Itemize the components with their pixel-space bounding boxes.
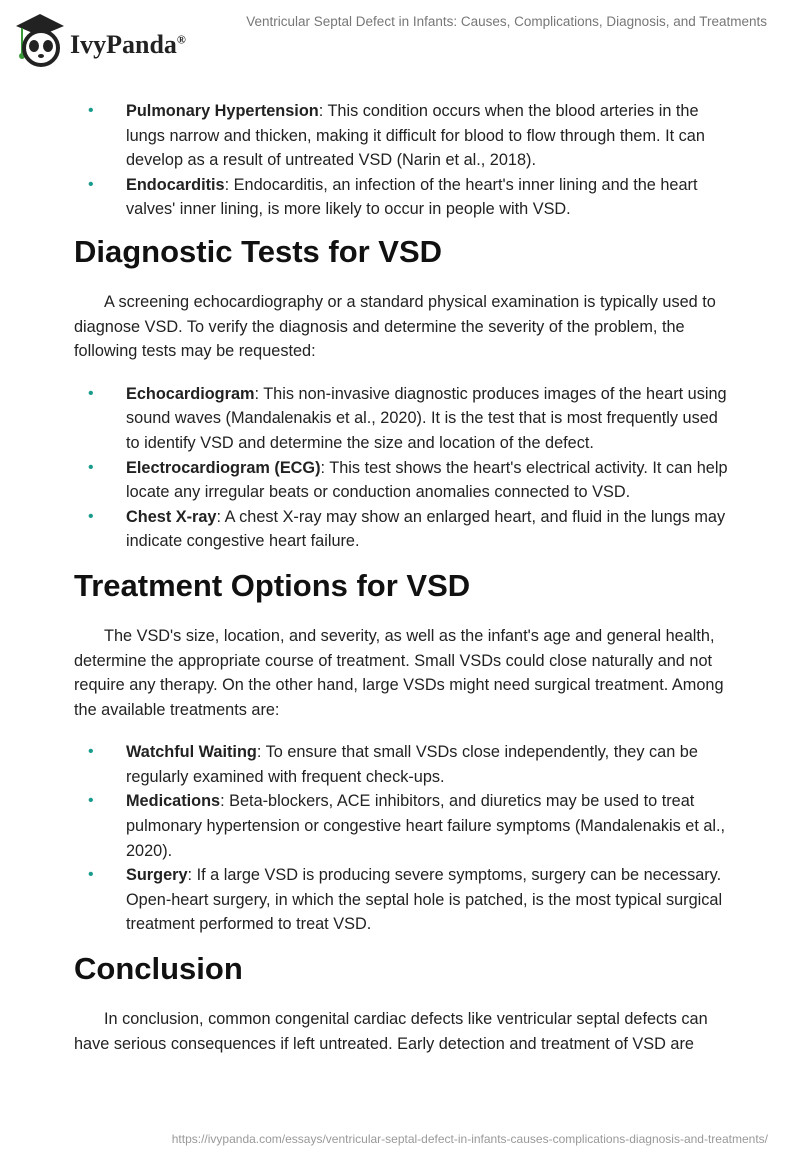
heading-treatment: Treatment Options for VSD	[74, 567, 471, 603]
brand-name: IvyPanda	[70, 30, 177, 59]
registered-mark: ®	[176, 32, 186, 47]
paragraph-treatment: The VSD's size, location, and severity, as well as the infant's age and general health, determine the appropriate course of treatment. Small VSDs could close naturally and not require any therapy. On the other hand, large VSDs might need surgical treatment. Among the available treatments are:	[74, 626, 724, 719]
paragraph-conclusion: In conclusion, common congenital cardiac defects like ventricular septal defects can have serious consequences if left untreated. Early detection and treatment of VSD are	[74, 1010, 708, 1053]
bullet-icon: •	[88, 866, 94, 884]
list-item: • Electrocardiogram (ECG): This test shows the heart's electrical activity. It can help locate any irregular beats or conduction anomalies connected to VSD.	[74, 456, 734, 505]
article-content	[74, 99, 734, 1056]
bullet-icon: •	[88, 743, 94, 761]
bullet-icon: •	[88, 384, 94, 402]
complications-list	[74, 99, 734, 222]
list-item: • Chest X-ray: A chest X-ray may show an enlarged heart, and fluid in the lungs may indicate congestive heart failure.	[74, 505, 734, 554]
bullet-icon: •	[88, 507, 94, 525]
heading-conclusion: Conclusion	[74, 951, 243, 987]
diagnostic-list	[74, 382, 734, 554]
bullet-icon: •	[88, 458, 94, 476]
list-item: • Endocarditis: Endocarditis, an infection of the heart's inner lining and the heart valves' inner lining, is more likely to occur in people with VSD.	[74, 173, 734, 222]
bullet-icon: •	[88, 175, 94, 193]
list-item: • Watchful Waiting: To ensure that small VSDs close independently, they can be regularly examined with frequent check-ups.	[74, 740, 734, 789]
list-item: • Medications: Beta-blockers, ACE inhibitors, and diuretics may be used to treat pulmonary hypertension or congestive heart failure symptoms (Mandalenakis et al., 2020).	[74, 789, 734, 863]
list-item: • Surgery: If a large VSD is producing severe symptoms, surgery can be necessary. Open-heart surgery, in which the septal hole is patched, is the most typical surgical treatment performed to treat VSD.	[74, 863, 734, 937]
source-url[interactable]: https://ivypanda.com/essays/ventricular-septal-defect-in-infants-causes-complications-diagnosis-and-treatments/	[171, 1132, 768, 1146]
document-title: Ventricular Septal Defect in Infants: Causes, Complications, Diagnosis, and Treatments	[246, 14, 767, 29]
bullet-icon: •	[88, 102, 94, 119]
heading-diagnostic: Diagnostic Tests for VSD	[74, 233, 443, 269]
panda-graduate-icon	[14, 10, 66, 68]
list-item: • Pulmonary Hypertension: This condition occurs when the blood arteries in the lungs narrow and thicken, making it difficult for blood to flow through them. It can develop as a result of untreated VSD (Narin et al., 2018).	[74, 99, 734, 173]
list-item: • Echocardiogram: This non-invasive diagnostic produces images of the heart using sound waves (Mandalenakis et al., 2020). It is the test that is most frequently used to identify VSD and determine the size and location of the defect.	[74, 382, 734, 456]
ivypanda-logo[interactable]	[14, 10, 186, 68]
paragraph-diagnostic: A screening echocardiography or a standard physical examination is typically used to diagnose VSD. To verify the diagnosis and determine the severity of the problem, the following tests may be requested:	[74, 292, 716, 361]
bullet-icon: •	[88, 792, 94, 810]
treatment-list	[74, 740, 734, 937]
